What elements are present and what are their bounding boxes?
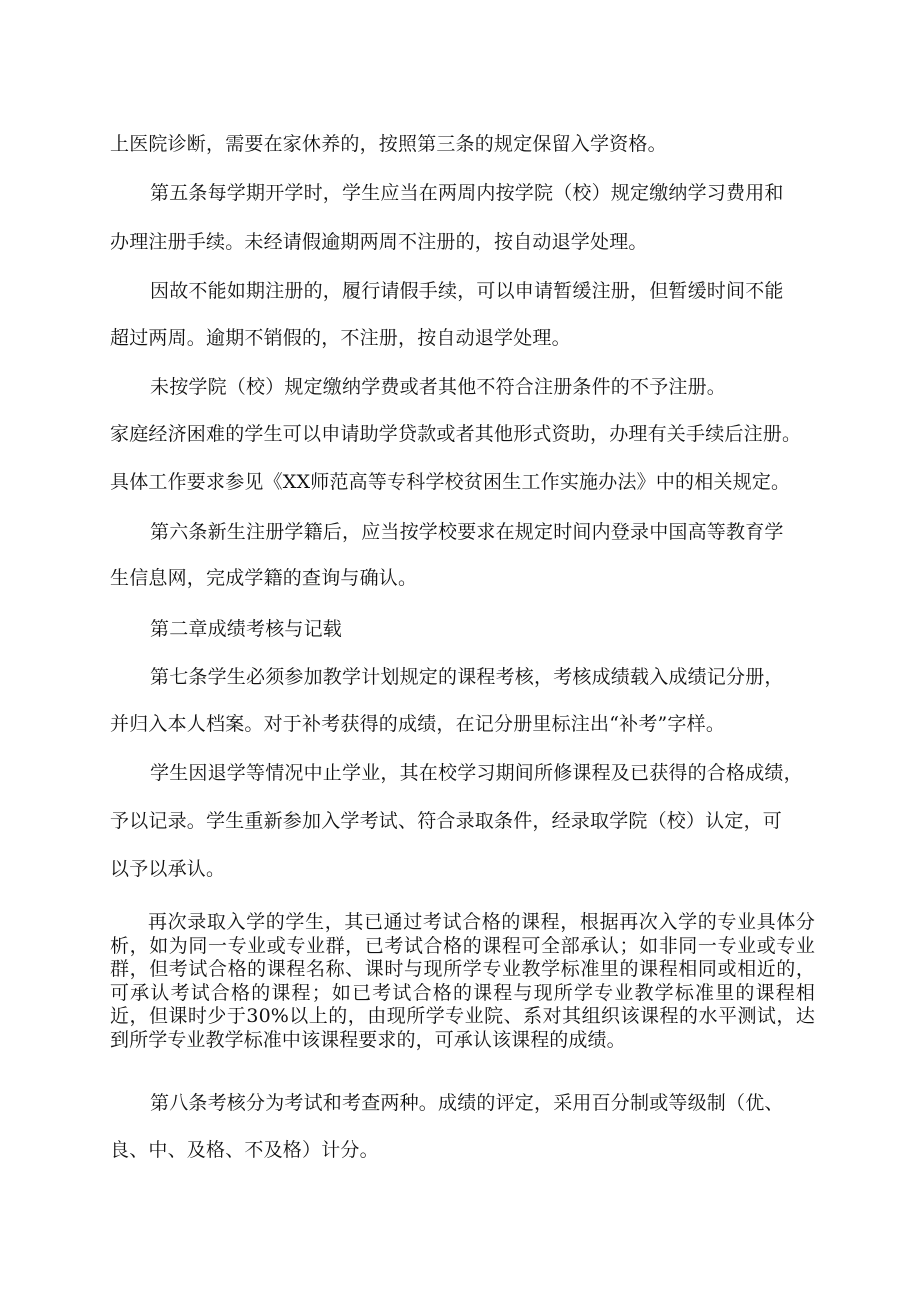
text-line: 具体工作要求参见《XX师范高等专科学校贫困生工作实施办法》中的相关规定。 [110,471,791,493]
text-line: 上医院诊断，需要在家休养的，按照第三条的规定保留入学资格。 [110,133,667,155]
text-line: 超过两周。逾期不销假的，不注册，按自动退学处理。 [110,327,571,349]
text-line: 未按学院（校）规定缴纳学费或者其他不符合注册条件的不予注册。 [150,376,727,398]
text-line: 第五条每学期开学时，学生应当在两周内按学院（校）规定缴纳学习费用和 [150,182,784,204]
text-line: 第六条新生注册学籍后，应当按学校要求在规定时间内登录中国高等教育学 [150,521,784,543]
text-line: 以予以承认。 [110,858,226,880]
text-line: 因故不能如期注册的，履行请假手续，可以申请暂缓注册，但暂缓时间不能 [150,280,784,302]
text-line: 良、中、及格、不及格）计分。 [110,1139,379,1161]
dense-paragraph: 再次录取入学的学生，其已通过考试合格的课程，根据再次入学的专业具体分析，如为同一专业或专业群，已考试合格的课程可全部承认；如非同一专业或专业群，但考试合格的课程名称、课时与现所学专业教学标准里的课程相同或相近的，可承认考试合格的课程；如已考试合格的课程与现所学专业教学标准里的课程相近，但课时少于30%以上的，由现所学专业院、系对其组织该课程的水平测试，达到所学专业教学标准中该课程要求的，可承认该课程的成绩。 [110,911,815,1051]
text-line: 生信息网，完成学籍的查询与确认。 [110,567,418,589]
text-line: 予以记录。学生重新参加入学考试、符合录取条件，经录取学院（校）认定，可 [110,810,783,832]
text-line: 办理注册手续。未经请假逾期两周不注册的，按自动退学处理。 [110,231,648,253]
text-line: 并归入本人档案。对于补考获得的成绩，在记分册里标注出“补考”字样。 [110,713,726,735]
chapter-heading: 第二章成绩考核与记载 [150,618,343,640]
text-line: 第八条考核分为考试和考查两种。成绩的评定，采用百分制或等级制（优、 [150,1092,784,1114]
text-line: 学生因退学等情况中止学业，其在校学习期间所修课程及已获得的合格成绩， [150,762,803,784]
text-line: 家庭经济困难的学生可以申请助学贷款或者其他形式资助，办理有关手续后注册。 [110,423,802,445]
text-line: 第七条学生必须参加教学计划规定的课程考核，考核成绩载入成绩记分册， [150,666,784,688]
